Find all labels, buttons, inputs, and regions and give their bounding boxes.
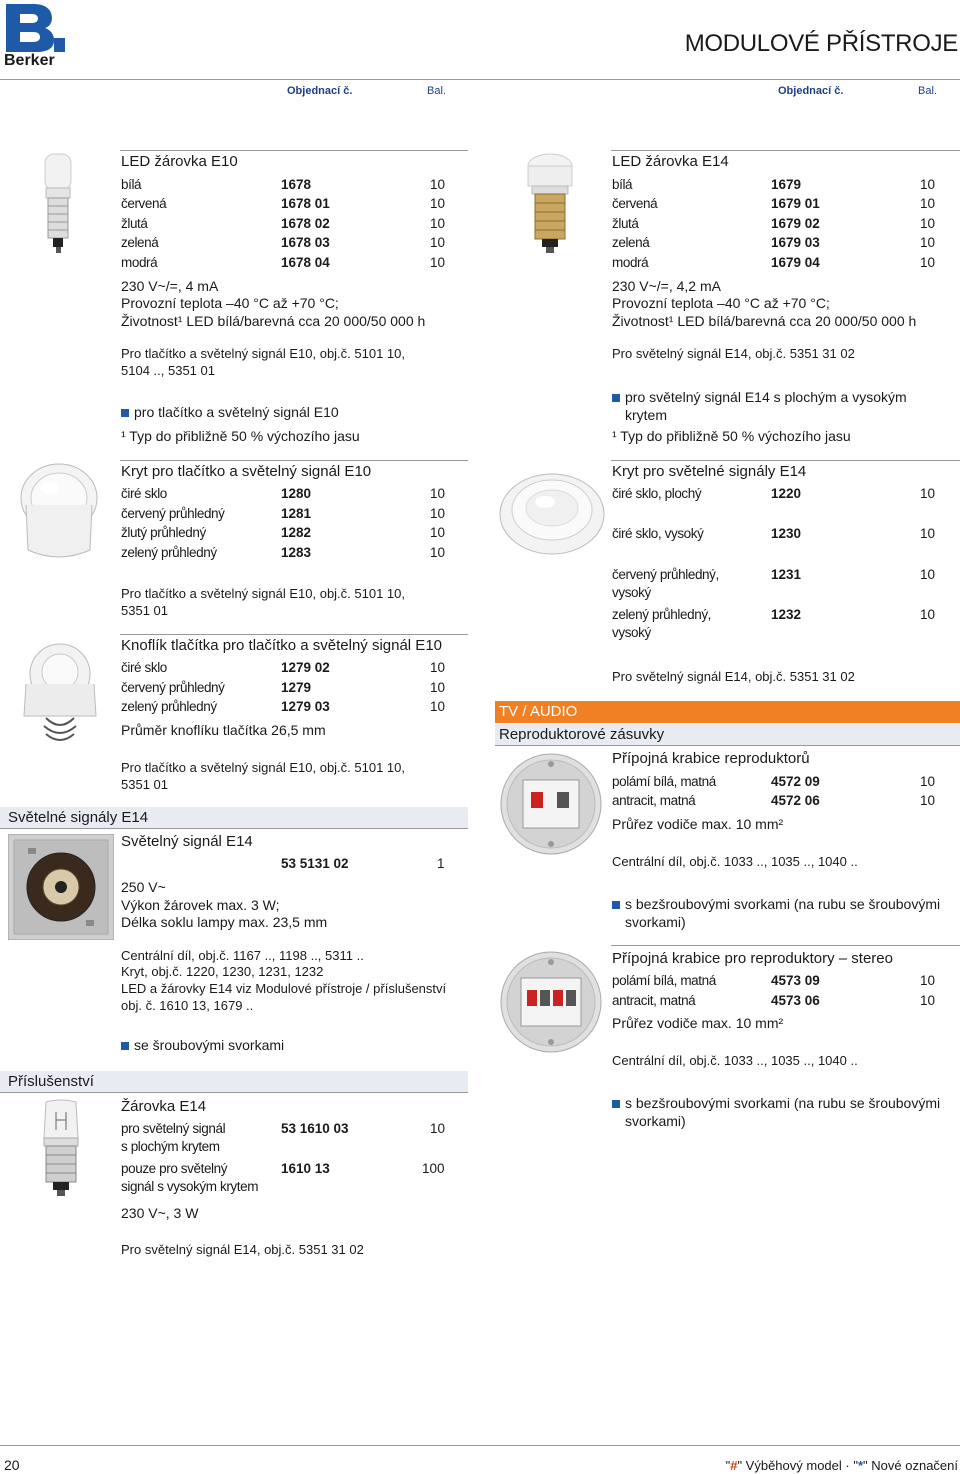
signal-e14-title: Světelný signál E14 [121, 833, 253, 850]
page-number: 20 [4, 1457, 20, 1473]
section-accessories: Příslušenství [0, 1071, 468, 1093]
spec-text: Průřez vodiče max. 10 mm² [612, 816, 784, 832]
spec-text: 230 V~, 3 W [121, 1205, 199, 1221]
footnote: ¹ Typ do přibližně 50 % výchozího jasu [612, 428, 851, 444]
divider [611, 150, 960, 151]
compat-text: 5351 01 [121, 603, 168, 618]
compat-text: Pro tlačítko a světelný signál E10, obj.č. 5101 10, [121, 760, 406, 775]
footnote: ¹ Typ do přibližně 50 % výchozího jasu [121, 428, 360, 444]
column-pack: Bal. [918, 85, 937, 97]
divider [611, 460, 960, 461]
divider [0, 79, 960, 80]
spec-text: Průměr knoflíku tlačítka 26,5 mm [121, 722, 326, 738]
legend-hash: # [730, 1458, 738, 1473]
compat-text: Centrální díl, obj.č. 1033 .., 1035 .., 1040 .. [612, 1053, 858, 1068]
info-text: Centrální díl, obj.č. 1167 .., 1198 .., 5311 .. [121, 948, 364, 963]
compat-text: Pro světelný signál E14, obj.č. 5351 31 02 [121, 1242, 364, 1257]
bullet-square-icon [612, 1100, 620, 1108]
compat-text: Pro tlačítko a světelný signál E10, obj.č. 5101 10, [121, 586, 406, 601]
compat-text: Pro tlačítko a světelný signál E10, obj.č. 5101 10, [121, 346, 406, 361]
spec-text: Provozní teplota –40 °C až +70 °C; [612, 295, 830, 311]
speaker-stereo-title: Přípojná krabice pro reproduktory – stereo [612, 950, 893, 967]
compat-text: 5351 01 [121, 777, 168, 792]
cover-e10-image [16, 460, 102, 573]
speaker-box-image [497, 750, 605, 861]
spec-text: 230 V~/=, 4,2 mA [612, 278, 721, 294]
knob-e10-image [16, 636, 104, 751]
category-tv-audio: TV / AUDIO [495, 701, 960, 723]
spec-text: 230 V~/=, 4 mA [121, 278, 219, 294]
cover-e10-title: Kryt pro tlačítko a světelný signál E10 [121, 463, 372, 480]
berker-logo [4, 2, 62, 54]
divider [611, 945, 960, 946]
brand-name: Berker [4, 52, 55, 69]
spec-text: Výkon žárovek max. 3 W; [121, 897, 280, 913]
cover-e14-image [497, 468, 607, 563]
column-order-no: Objednací č. [778, 85, 844, 97]
spec-text: Průřez vodiče max. 10 mm² [612, 1015, 784, 1031]
signal-e14-image [8, 834, 114, 943]
bullet-square-icon [121, 409, 129, 417]
divider [120, 150, 468, 151]
bulb-e14-image [30, 1098, 92, 1213]
speaker-stereo-image [497, 948, 605, 1059]
led-e14-image [522, 152, 578, 265]
column-pack: Bal. [427, 85, 446, 97]
divider [120, 634, 468, 635]
bullet-square-icon [612, 901, 620, 909]
compat-text: 5104 .., 5351 01 [121, 363, 215, 378]
section-signal-e14: Světelné signály E14 [0, 807, 468, 829]
compat-text: Pro světelný signál E14, obj.č. 5351 31 02 [612, 346, 855, 361]
spec-text: Životnost¹ LED bílá/barevná cca 20 000/50 000 h [121, 313, 426, 329]
bullet-square-icon [121, 1042, 129, 1050]
compat-text: Pro světelný signál E14, obj.č. 5351 31 02 [612, 669, 855, 684]
cover-e14-title: Kryt pro světelné signály E14 [612, 463, 807, 480]
divider [120, 460, 468, 461]
info-text: LED a žárovky E14 viz Modulové přístroje / příslušenství [121, 981, 447, 996]
page-title: MODULOVÉ PŘÍSTROJE [684, 30, 958, 57]
spec-text: Životnost¹ LED bílá/barevná cca 20 000/50 000 h [612, 313, 917, 329]
column-order-no: Objednací č. [287, 85, 353, 97]
legend: "#" Výběhový model · "*" Nové označení [725, 1458, 958, 1473]
led-e10-title: LED žárovka E10 [121, 153, 238, 170]
spec-text: Provozní teplota –40 °C až +70 °C; [121, 295, 339, 311]
info-text: Kryt, obj.č. 1220, 1230, 1231, 1232 [121, 964, 324, 979]
section-speaker-sockets: Reproduktorové zásuvky [495, 724, 960, 746]
spec-text: 250 V~ [121, 879, 166, 895]
knob-e10-title: Knoflík tlačítka pro tlačítko a světelný signál E10 [121, 637, 442, 654]
spec-text: Délka soklu lampy max. 23,5 mm [121, 914, 328, 930]
speaker-box-title: Přípojná krabice reproduktorů [612, 750, 810, 767]
info-text: obj. č. 1610 13, 1679 .. [121, 998, 254, 1013]
led-e10-image [38, 152, 80, 265]
divider [0, 1445, 960, 1446]
bulb-e14-title: Žárovka E14 [121, 1098, 207, 1115]
compat-text: Centrální díl, obj.č. 1033 .., 1035 .., 1040 .. [612, 854, 858, 869]
legend-star: * [857, 1458, 864, 1473]
bullet-square-icon [612, 394, 620, 402]
led-e14-title: LED žárovka E14 [612, 153, 729, 170]
